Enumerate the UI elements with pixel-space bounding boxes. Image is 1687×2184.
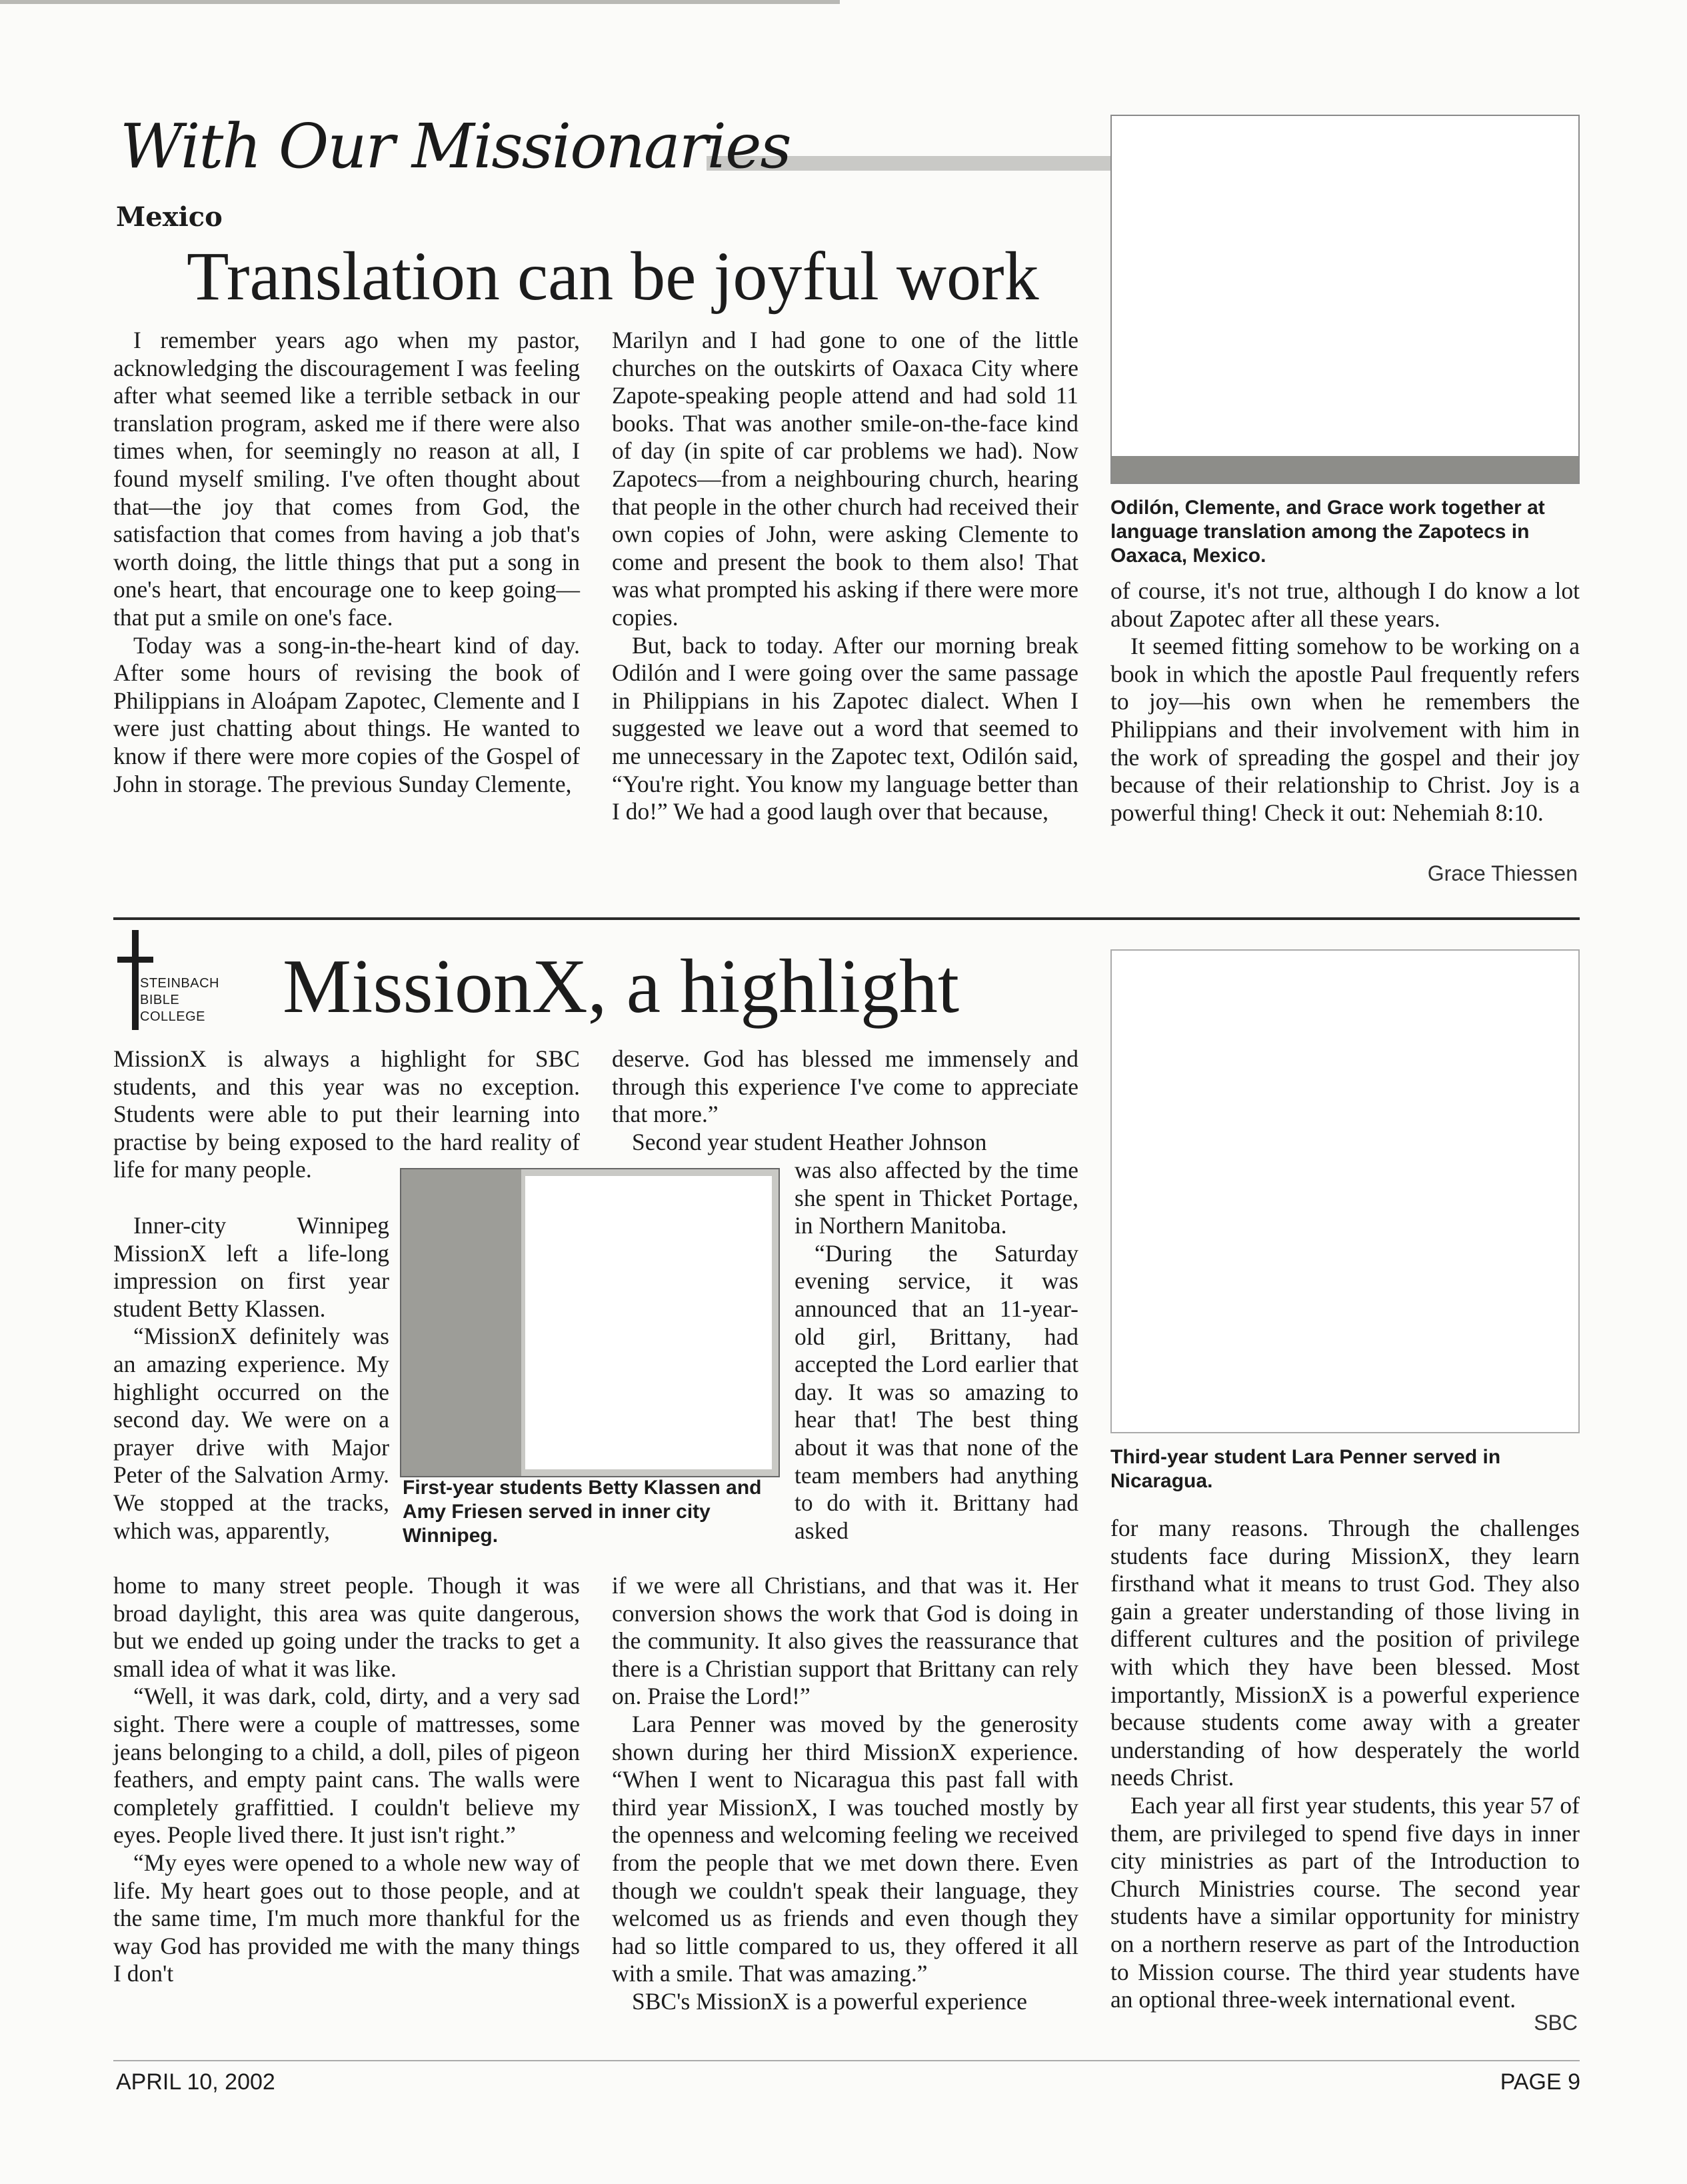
paragraph: “My eyes were opened to a whole new way of life. My heart goes out to those people, and at the same time, I'm much more thankful for the way God has provided me with the many things I don't	[113, 1849, 580, 1987]
logo-text	[140, 975, 219, 1025]
paragraph: MissionX is always a highlight for SBC students, and this year was no exception. Students were able to put their learning into practise by being exposed to the hard reality of life for many people.	[113, 1045, 580, 1183]
paragraph: home to many street people. Though it was broad daylight, this area was quite dangerous, but we ended up going under the tracks to get a small idea of what it was like.	[113, 1572, 580, 1682]
article2-column-2-top	[612, 1045, 1078, 1156]
paragraph: Each year all first year students, this year 57 of them, are privileged to spend five days in inner city ministries as part of the Introduction to Church Ministries course. The second year students have a similar opportunity for ministry on a northern reserve as part of the Introduction to Mission course. The third year students have an optional three-week international event.	[1110, 1791, 1580, 2013]
article2-column-1-top	[113, 1045, 580, 1184]
paragraph: But, back to today. After our morning break Odilón and I were going over the same passage in Philippians in his Zapotec dialect. When I suggested we leave out a word that seemed to me unnecessary in the Zapotec text, Odilón said, “You're right. You know my language better than I do!” We had a good laugh over that because,	[612, 631, 1078, 825]
photo-blank	[525, 1176, 772, 1469]
photo-strip	[1112, 456, 1578, 483]
logo-line: STEINBACH	[140, 976, 219, 991]
paragraph: of course, it's not true, although I do know a lot about Zapotec after all these years.	[1110, 577, 1580, 632]
article2-column-1-bottom	[113, 1572, 580, 1988]
paragraph: “Well, it was dark, cold, dirty, and a very sad sight. There were a couple of mattresses, some jeans belonging to a child, a doll, piles of pigeon feathers, and empty paint cans. The walls were completely graffittied. I couldn't believe my eyes. People lived there. It just isn't right.”	[113, 1683, 580, 1849]
paragraph: Lara Penner was moved by the generosity shown during her third MissionX experience. “When I went to Nicaragua this past fall with third year MissionX, I was touched mostly by the openness and welcoming feeling we received from the people that we met down there. Even though we couldn't speak their language, they welcomed us as friends and even though they had so little compared to us, they offered it all with a smile. That was amazing.”	[612, 1710, 1078, 1987]
article2-photo-1-caption: First-year students Betty Klassen and Amy Friesen served in inner city Winnipeg.	[403, 1477, 762, 1547]
paragraph: for many reasons. Through the challenges students face during MissionX, they learn firsthand what it means to trust God. They also gain a greater understanding of those living in different cultures and the position of privilege with which they have been blessed. Most importantly, MissionX is a powerful experience because students come away with a greater understanding of how desperately the world needs Christ.	[1110, 1515, 1580, 1791]
article2-photo-2	[1110, 949, 1580, 1433]
cross-icon	[132, 930, 139, 1030]
top-edge-rule	[0, 0, 840, 4]
footer-date: APRIL 10, 2002	[116, 2069, 275, 2095]
article2-photo-2-caption: Third-year student Lara Penner served in Nicaragua.	[1110, 1446, 1501, 1492]
paragraph: SBC's MissionX is a powerful experience	[632, 1987, 1028, 2015]
paragraph: Second year student Heather Johnson	[632, 1128, 987, 1155]
section-header-title: With Our Missionaries	[120, 111, 791, 182]
article1-photo-caption: Odilón, Clemente, and Grace work together at language translation among the Zapotecs in Oaxaca, Mexico.	[1110, 497, 1545, 567]
footer-rule	[113, 2060, 1580, 2061]
paragraph: “MissionX definitely was an amazing experience. My highlight occurred on the second day. We were on a prayer drive with Major Peter of the Salvation Army. We stopped at the tracks, which was, apparently,	[113, 1323, 389, 1544]
article2-column-1-middle	[113, 1212, 389, 1545]
logo-line: BIBLE	[140, 993, 180, 1007]
article1-byline: Grace Thiessen	[1427, 861, 1578, 885]
photo-shadow	[401, 1169, 521, 1476]
section-header	[120, 113, 1080, 180]
paragraph: was also affected by the time she spent in Thicket Portage, in Northern Manitoba.	[795, 1157, 1078, 1239]
article1-column-2	[612, 327, 1078, 826]
paragraph: It seemed fitting somehow to be working on a book in which the apostle Paul frequently refers to joy—his own when he remembers the Philippians and their involvement with him in the work of spreading the gospel and their joy because of their relationship to Christ. Joy is a powerful thing! Check it out: Nehemiah 8:10.	[1110, 633, 1580, 826]
paragraph: Today was a song-in-the-heart kind of day. After some hours of revising the book of Philippians in Aloápam Zapotec, Clemente and I were just chatting about things. He wanted to know if there were more copies of the Gospel of John in storage. The previous Sunday Clemente,	[113, 631, 580, 797]
article2-photo-1	[400, 1168, 780, 1477]
article1-photo	[1110, 115, 1580, 484]
paragraph: Inner-city Winnipeg MissionX left a life-long impression on first year student Betty Klassen.	[113, 1212, 389, 1322]
article1-kicker: Mexico	[116, 201, 223, 233]
logo-line: COLLEGE	[140, 1009, 205, 1024]
article2-column-2-right	[795, 1157, 1078, 1545]
article2-column-3	[1110, 1515, 1580, 2014]
paragraph: I remember years ago when my pastor, acknowledging the discouragement I was feeling after what seemed like a terrible setback in our translation program, asked me if there were also times when, for seemingly no reason at all, I found myself smiling. I've often thought about that—the joy that comes from God, the satisfaction that comes from having a job that's worth doing, the little things that put a song in one's heart, that encourage one to keep going—that put a smile on one's face.	[113, 327, 580, 631]
paragraph: “During the Saturday evening service, it was announced that an 11-year-old girl, Brittany, had accepted the Lord earlier that day. It was so amazing to hear that! The best thing about it was that none of the team members had anything to do with it. Brittany had asked	[795, 1239, 1078, 1544]
article-divider	[113, 917, 1580, 920]
article1-column-1	[113, 327, 580, 798]
paragraph: deserve. God has blessed me immensely and through this experience I've come to appreciate that more.”	[612, 1045, 1078, 1128]
paragraph: if we were all Christians, and that was it. Her conversion shows the work that God is doing in the community. It also gives the reassurance that there is a Christian support that Brittany can rely on. Praise the Lord!”	[612, 1572, 1078, 1710]
college-logo	[113, 930, 253, 1030]
article2-headline: MissionX, a highlight	[283, 944, 960, 1029]
paragraph: Marilyn and I had gone to one of the little churches on the outskirts of Oaxaca City where Zapote-speaking people attend and had sold 11 books. That was another smile-on-the-face kind of day (in spite of car problems we had). Now Zapotecs—from a neighbouring church, hearing that people in the other church had received their own copies of John, were asking Clemente to come and present the book to them also! That was what prompted his asking if there were more copies.	[612, 327, 1078, 631]
article2-column-2-bottom	[612, 1572, 1078, 2016]
cross-bar	[117, 957, 153, 963]
article1-column-3	[1110, 577, 1580, 827]
footer-page-number: PAGE 9	[1500, 2069, 1580, 2095]
article2-byline: SBC	[1534, 2011, 1578, 2035]
article1-headline: Translation can be joyful work	[187, 238, 1039, 315]
